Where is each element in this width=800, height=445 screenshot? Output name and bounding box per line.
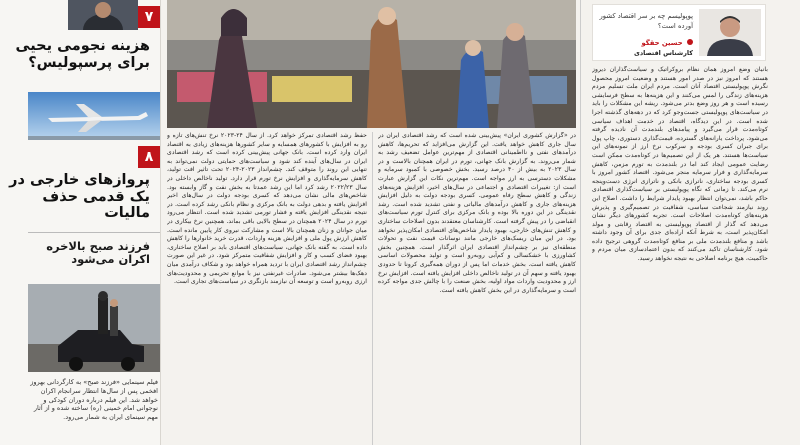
article-text: حفظ رشد اقتصادی تمرکز خواهد کرد. از سال ۲۴-۲۰۲۳ نرخ تنش‌های تازه و رو به افزایش با کشورهای همسایه و سایر کشورها هزینه‌های زیادی به اقتصاد ایران وارد کرده است. بانک جهانی پیش‌بینی کرده است که رشد اقتصادی ایران در سال‌های آینده کند شود و سیاست‌های حمایتی دولت نمی‌تواند به تنهایی این روند را متوقف کند. چشم‌انداز ۲۰۲۳-۲۰۲۴ تحت تاثیر افت تولید، کاهش سرمایه‌گذاری و افزایش نرخ تورم قرار دارد. تولید ناخالص داخلی در سال ۲۰۲۲/۲۳ رشد کرد اما این رشد عمدتا به بخش نفت و گاز وابسته بود. شاخص‌های مالی نشان می‌دهد که کسری بودجه دولت در سال‌های اخیر افزایش یافته و بدهی دولت به بانک مرکزی و نظام بانکی رشد کرده است. در نتیجه نقدینگی افزایش یافته و فشار تورمی تشدید شده است. انتظار می‌رود تورم در سال ۲۰۲۴ همچنان در سطح بالایی باقی بماند. همچنین نرخ بیکاری در میان جوانان و زنان همچنان بالا است و مشارکت نیروی کار پایین مانده است. کاهش ارزش پول ملی و افزایش هزینه واردات، قدرت خرید خانوارها را کاهش داده است. به گفته بانک جهانی، سیاست‌های اقتصادی باید بر اصلاح ساختاری، بهبود فضای کسب و کار و افزایش شفافیت متمرکز شود. در غیر این صورت چشم‌انداز رشد اقتصادی ایران با تردید همراه خواهد بود و شکاف درآمدی میان دهک‌ها بیشتر می‌شود. صادرات غیرنفتی نیز با موانع تحریمی و محدودیت‌های ارزی روبه‌رو است و توسعه آن نیازمند بازنگری در سیاست‌های تجاری است.: [167, 132, 367, 286]
portrait-photo-icon: [68, 0, 138, 30]
column-divider: [580, 0, 581, 445]
author-box: [592, 4, 766, 61]
author-role: کارشناس اقتصادی: [634, 49, 693, 57]
author-name[interactable]: [642, 39, 693, 47]
author-photo: [699, 9, 761, 56]
article-column-3: [592, 66, 768, 444]
market-photo[interactable]: [167, 0, 576, 128]
story-number-badge: ۸: [138, 146, 160, 168]
divider: [28, 232, 160, 233]
airplane-photo[interactable]: [28, 92, 160, 140]
author-portrait-icon: [699, 9, 761, 56]
article-text: در «گزارش کشوری ایران» پیش‌بینی شده است که رشد اقتصادی ایران در سال جاری کاهش خواهد یافت. این گزارش می‌افزاید که تحریم‌ها، کاهش درآمدهای نفتی و نااطمینانی اقتصادی از مهم‌ترین عوامل تضعیف رشد به شمار می‌روند. به گزارش بانک جهانی، تورم در ایران همچنان بالاست و در سال ۲۰۲۳ به بیش از ۴۰ درصد رسید. بخش خصوصی با کمبود سرمایه و مشکلات دسترسی به ارز مواجه است. مهم‌ترین نکات این گزارش عبارت است از: تغییرات اقتصادی و اجتماعی در سال‌های اخیر، افزایش هزینه‌های زندگی و کاهش سطح رفاه عمومی. کسری بودجه دولت به دلیل افزایش هزینه‌های جاری و کاهش درآمدهای مالیاتی و نفتی تشدید شده است. رشد نقدینگی در این دوره بالا بوده و بانک مرکزی برای کنترل تورم سیاست‌های انقباضی را در پیش گرفته است. کارشناسان معتقدند بدون اصلاحات ساختاری و کاهش تنش‌های خارجی، بهبود پایدار شاخص‌های اقتصادی امکان‌پذیر نخواهد بود. در این میان ریسک‌های خارجی مانند نوسانات قیمت نفت و تحولات منطقه‌ای نیز بر چشم‌انداز اقتصادی ایران اثرگذار است. همچنین بخش کشاورزی با خشکسالی و کم‌آبی روبه‌رو است و تولید محصولات اساسی کاهش یافته است. بخش خدمات اما پس از دوران همه‌گیری کرونا تا حدودی بهبود یافته و سهم آن در تولید ناخالص داخلی افزایش یافته است. افزایش نرخ ارز و محدودیت واردات مواد اولیه، بخش صنعت را با چالش جدی مواجه کرده است و سرمایه‌گذاری در این بخش کاهش یافته است.: [378, 132, 576, 294]
story-number-badge: ۷: [138, 6, 160, 28]
article-text: بانیان وضع امروز همان نظام بروکراتیک و سیاست‌گذاران دیروز هستند که امروز نیز در صدر امور هستند و وضعیت امروز محصول نگرش پوپولیستی اقتصاد آنان است. مردم ایران ملت تسلیم مردم هزینه‌های زندگی را لمس می‌کنند و این هزینه‌ها به سطح فرسایشی رسیده است و هر روز وضع بدتر می‌شود. ریشه این مشکلات را باید در سیاست‌های پوپولیستی جست‌وجو کرد که در دهه‌های گذشته اجرا شده است. در این دیدگاه، اقتصاد در خدمت اهداف سیاسی کوتاه‌مدت قرار می‌گیرد و پیامدهای بلندمدت آن نادیده گرفته می‌شود. پرداخت یارانه‌های گسترده، قیمت‌گذاری دستوری، چاپ پول برای جبران کسری بودجه و سرکوب نرخ ارز از نمونه‌های این سیاست‌ها هستند. هر یک از این تصمیم‌ها در کوتاه‌مدت ممکن است رضایت عمومی ایجاد کند اما در بلندمدت به تورم مزمن، کاهش سرمایه‌گذاری و فرار سرمایه منجر می‌شود. اقتصاد کشور امروز با کسری بودجه ساختاری، ناترازی بانکی و ناترازی انرژی دست‌وپنجه نرم می‌کند. تا زمانی که نگاه پوپولیستی بر سیاست‌گذاری اقتصادی حاکم باشد، نمی‌توان انتظار بهبود پایدار شرایط را داشت. اصلاح این روند نیازمند شجاعت سیاسی، شفافیت در تصمیم‌گیری و پذیرش هزینه‌های کوتاه‌مدت اصلاحات است. تجربه کشورهای دیگر نشان می‌دهد که گذار از اقتصاد پوپولیستی به اقتصاد رقابتی و مولد امکان‌پذیر است، به شرط آنکه اراده‌ای جدی برای آن وجود داشته باشد و منافع بلندمدت ملی بر منافع کوتاه‌مدت گروهی ترجیح داده شود. کارشناسان تاکید می‌کنند که بدون اعتمادسازی میان مردم و حاکمیت، هیچ برنامه اصلاحی به نتیجه نخواهد رسید.: [592, 66, 768, 263]
sidebar-headline-2[interactable]: پروازهای خارجی در یک قدمی حذف مالیات: [9, 172, 150, 222]
film-still-photo[interactable]: [28, 284, 160, 372]
sidebar: [0, 0, 161, 445]
film-scene-icon: [28, 284, 160, 372]
author-quote: پوپولیسم چه بر سر اقتصاد کشور آورده است؟: [599, 12, 693, 30]
author-bullet-icon: [687, 39, 693, 45]
sidebar-thumb-top[interactable]: [68, 0, 138, 30]
article-column-2: [378, 132, 576, 444]
film-caption: فیلم سینمایی «فرزند صبح» به کارگردانی بهروز افخمی پس از سال‌ها انتظار سرانجام اکران خواهد شد. این فیلم درباره دوران کودکی و نوجوانی امام خمینی (ره) ساخته شده و از آثار مهم سینمای ایران به شمار می‌رود.: [30, 378, 158, 422]
author-name-text: حسین حقگو: [641, 39, 683, 47]
market-crowd-icon: [167, 0, 576, 128]
sidebar-headline-1[interactable]: هزینه نجومی یحیی برای پرسپولیس؟: [15, 38, 150, 71]
column-divider: [372, 132, 373, 445]
sidebar-headline-3[interactable]: فرزند صبح بالاخره اکران می‌شود: [46, 239, 150, 267]
article-column-1: [167, 132, 367, 444]
airplane-icon: [28, 92, 160, 140]
